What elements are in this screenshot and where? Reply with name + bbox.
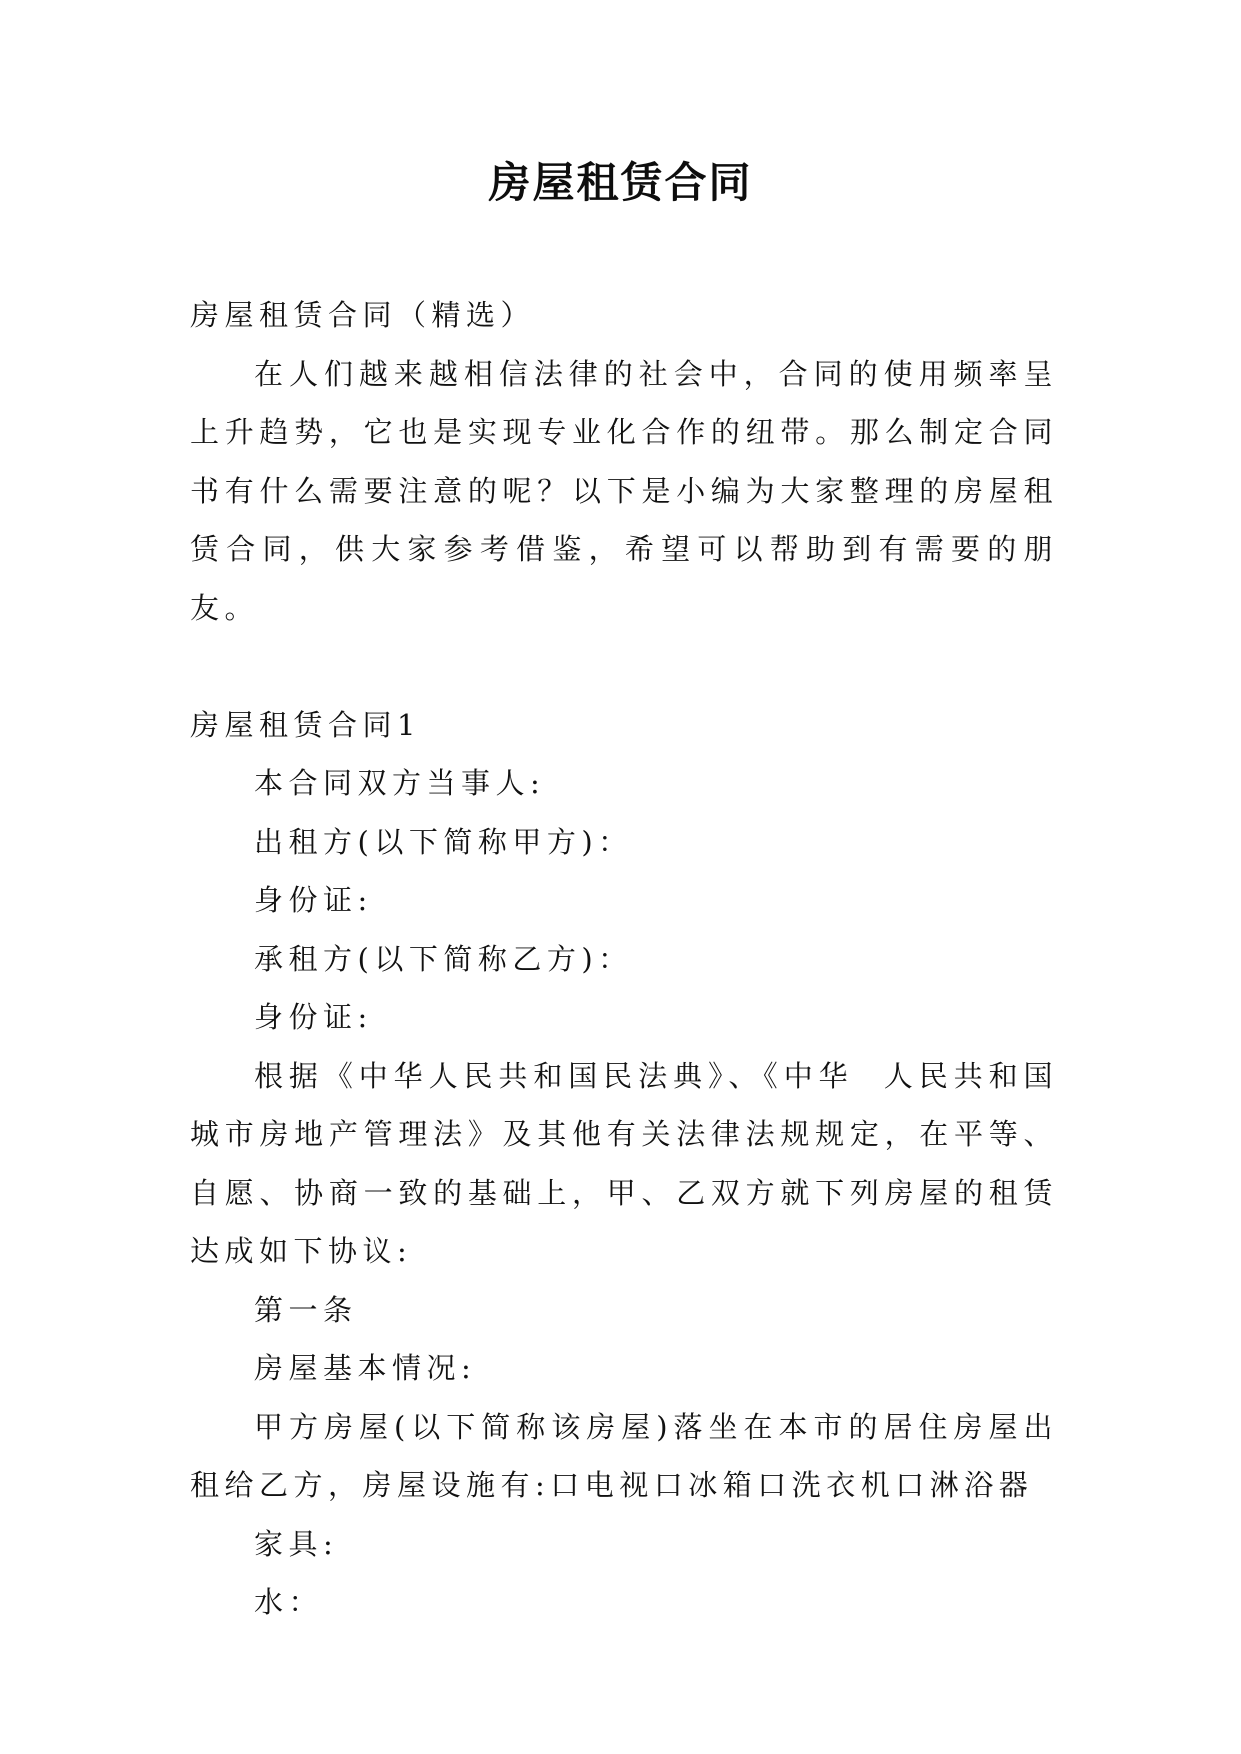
document-subtitle: 房屋租赁合同（精选） [190,298,536,332]
lessee-line: 承租方(以下简称乙方)： [254,941,633,976]
document-title: 房屋租赁合同 [488,158,753,207]
furniture-line: 家具: [254,1526,339,1561]
article-one-heading: 第一条 [254,1292,358,1327]
paragraph-spacer [190,637,1058,696]
parties-line: 本合同双方当事人: [254,766,546,800]
intro-paragraph: 在人们越来越相信法律的社会中，合同的使用频率呈上升趋势，它也是实现专业化合作的纽带。那么制定合同书有什么需要注意的呢？以下是小编为大家整理的房屋租赁合同，供大家参考借鉴，希望可以帮助到有需要的朋友。 [190,356,1058,625]
house-facilities-paragraph: 甲方房屋(以下简称该房屋)落坐在本市的居住房屋出租给乙方，房屋设施有:口电视口冰箱口洗衣机口淋浴器 [190,1409,1058,1502]
lessor-line: 出租方(以下简称甲方)： [254,824,633,859]
house-basics-line: 房屋基本情况: [254,1351,477,1385]
document-body [190,286,1058,1632]
water-line: 水： [254,1585,324,1619]
section-heading: 房屋租赁合同1 [190,707,421,742]
lessor-id-line: 身份证: [254,883,373,917]
legal-basis-paragraph: 根据《中华人民共和国民法典》、《中华 人民共和国城市房地产管理法》及其他有关法律法规规定，在平等、自愿、协商一致的基础上，甲、乙双方就下列房屋的租赁达成如下协议: [190,1058,1058,1268]
lessee-id-line: 身份证: [254,1000,373,1034]
